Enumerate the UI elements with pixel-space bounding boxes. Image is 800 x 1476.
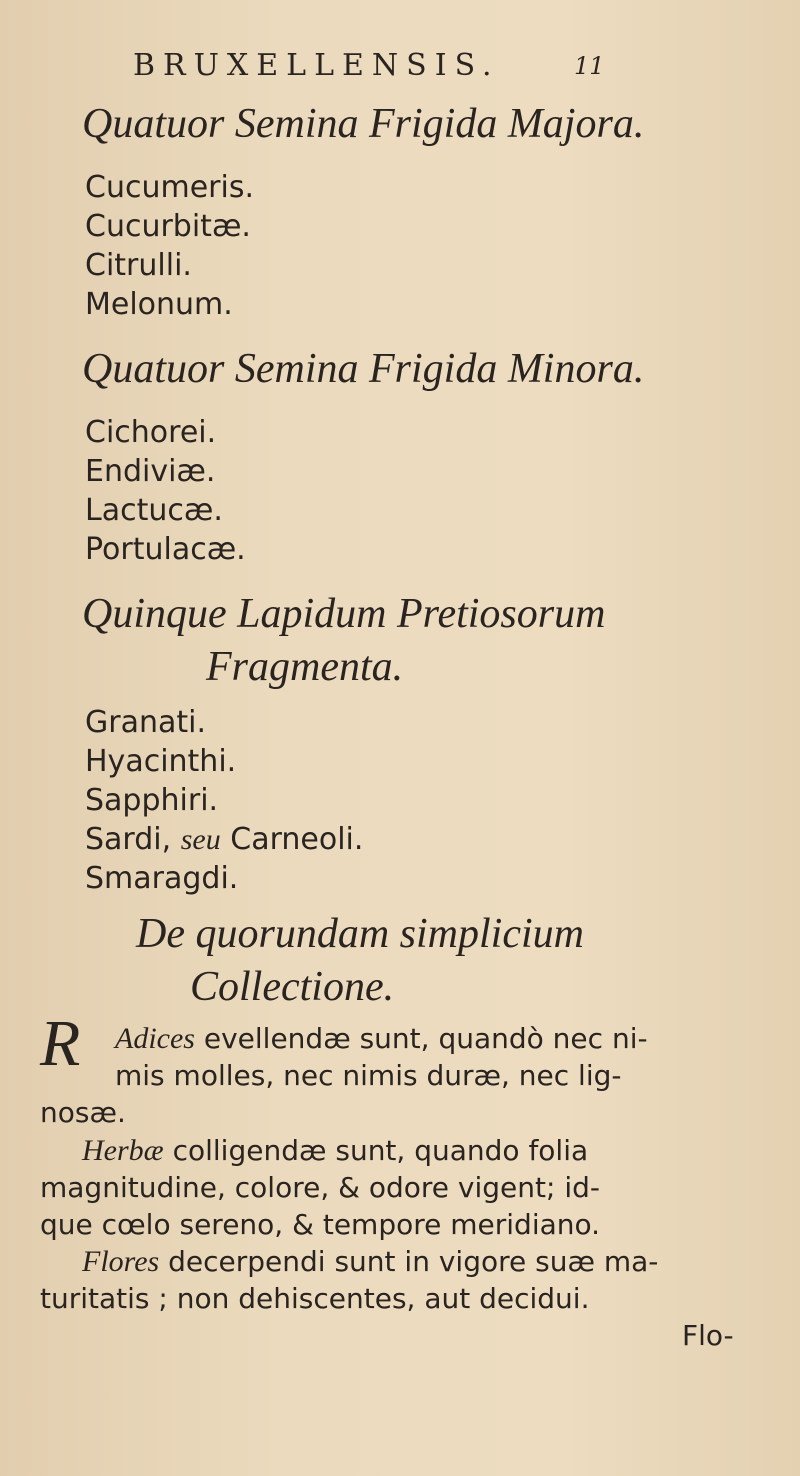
paragraph-line: mis molles, nec nimis duræ, nec lig-: [115, 1059, 622, 1092]
paragraph-line: turitatis ; non dehiscentes, aut decidui.: [40, 1282, 590, 1315]
paragraph-line: [115, 1022, 648, 1056]
list-item: Hyacinthi.: [85, 744, 237, 779]
page-number: 11: [574, 52, 605, 80]
paragraph-italic-term: Flores: [82, 1245, 160, 1278]
list-item: Smaragdi.: [85, 861, 239, 896]
list-item: Portulacæ.: [85, 532, 246, 567]
list-item: Sapphiri.: [85, 783, 219, 818]
drop-cap: R: [40, 1007, 81, 1080]
list-item: [85, 822, 363, 857]
list-item: Endiviæ.: [85, 454, 216, 489]
catchword: Flo-: [682, 1319, 734, 1352]
list-item: Cucurbitæ.: [85, 209, 251, 244]
list-item-text: Sardi,: [85, 822, 172, 857]
paragraph-line: [82, 1134, 588, 1168]
list-item: Cichorei.: [85, 415, 217, 450]
section-heading-collectione: De quorundam simplicium: [136, 911, 584, 957]
paragraph-italic-term: Adices: [115, 1022, 195, 1055]
paragraph-italic-term: Herbæ: [82, 1134, 164, 1167]
list-item: Melonum.: [85, 287, 233, 322]
section-heading-majora: Quatuor Semina Frigida Majora.: [82, 101, 645, 147]
paragraph-line: nosæ.: [40, 1096, 126, 1129]
list-item: Cucumeris.: [85, 170, 254, 205]
list-item-text: Carneoli.: [230, 822, 364, 857]
running-title: BRUXELLENSIS.: [133, 48, 500, 83]
paragraph-text: decerpendi sunt in vigore suæ ma-: [168, 1245, 659, 1278]
paragraph-line: que cœlo sereno, & tempore meridiano.: [40, 1208, 601, 1241]
section-heading-lapidum: Quinque Lapidum Pretiosorum: [82, 591, 606, 637]
list-item: Lactucæ.: [85, 493, 223, 528]
section-heading-minora: Quatuor Semina Frigida Minora.: [82, 346, 645, 392]
section-heading-collectione-line2: Collectione.: [190, 964, 395, 1010]
paragraph-text: colligendæ sunt, quando folia: [172, 1134, 589, 1167]
section-heading-lapidum-line2: Fragmenta.: [206, 644, 404, 690]
list-item-italic: seu: [180, 823, 221, 856]
paragraph-line: [82, 1245, 658, 1279]
list-item: Granati.: [85, 705, 206, 740]
list-item: Citrulli.: [85, 248, 192, 283]
paragraph-line: magnitudine, colore, & odore vigent; id-: [40, 1171, 600, 1204]
paragraph-text: evellendæ sunt, quandò nec ni-: [203, 1022, 648, 1055]
